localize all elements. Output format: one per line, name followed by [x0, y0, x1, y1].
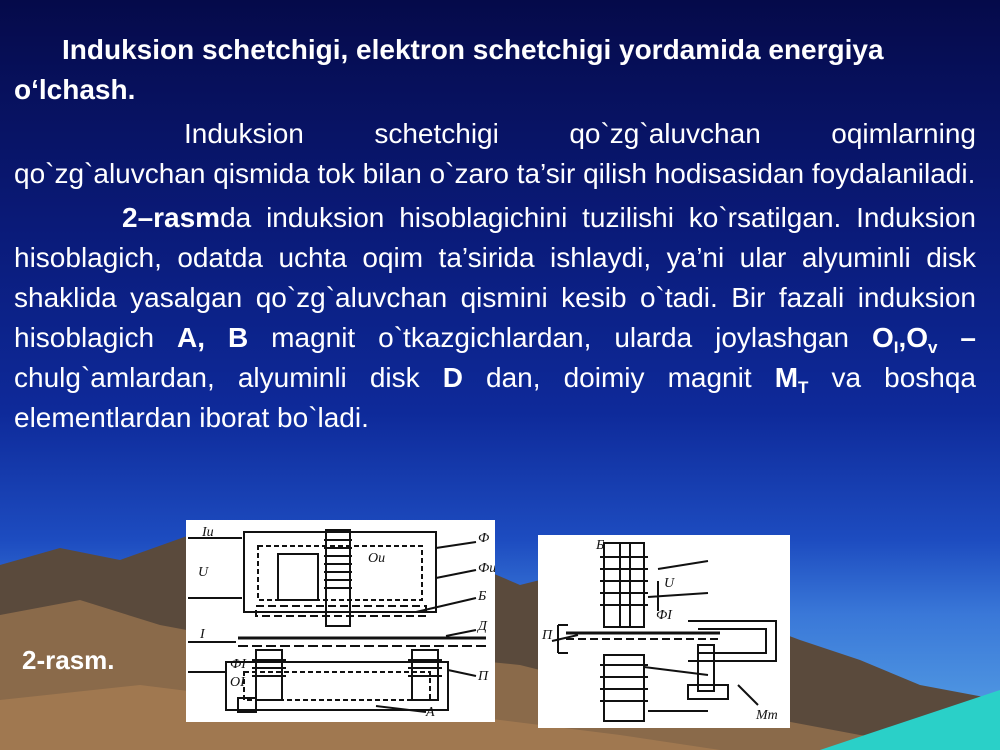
voltage-coil	[324, 540, 352, 588]
fig2-label-u: U	[664, 576, 675, 591]
fig2-label-p: П	[542, 628, 553, 643]
fig1-label-d: Д	[478, 619, 487, 634]
coil-o-i-sub: I	[893, 338, 899, 357]
fig2-label-phi-i: ФI	[656, 608, 672, 623]
paragraph-2-text-1: da induksion hisoblagichini tuzilishi ko`rsatilgan. Induksion hisoblagich, odatda uchta oqim ta’sirida ishlaydi, ya’ni ular alyuminli disk shaklida yasalgan qo`zg`aluvchan qismini kesib o`tadi. Bir fazali induksion hisoblagich	[14, 202, 976, 353]
voltage-core-side	[604, 543, 644, 627]
current-coil-side	[600, 665, 648, 701]
coil-o-v	[906, 322, 938, 357]
fig1-label-p: П	[478, 669, 489, 684]
figure-reference: 2–rasm	[122, 202, 221, 233]
permanent-magnet	[688, 621, 776, 661]
meter-side-view-diagram	[538, 535, 790, 728]
fig1-label-iu: Iu	[202, 525, 214, 540]
fig1-label-phi-u: Фu	[478, 561, 495, 576]
coil-o-i	[871, 322, 899, 357]
meter-front-view-diagram	[186, 520, 495, 722]
input-leads	[188, 538, 242, 672]
paragraph-2-text-5: va boshqa elementlardan iborat bo`ladi.	[14, 362, 977, 433]
leader-lines	[376, 542, 476, 712]
magnet-m-t	[774, 362, 809, 397]
paragraph-2-text-2: magnit o`tkazgichlardan, ularda joylashgan	[248, 322, 872, 353]
coil-dash: –	[937, 322, 977, 353]
fig2-label-m-t: Mт	[756, 708, 778, 723]
paragraph-2	[14, 198, 976, 438]
coil-separator: ,	[898, 322, 907, 353]
coil-o-v-sub: v	[928, 338, 938, 357]
text-block	[14, 30, 976, 438]
magnet-m-t-sub: T	[798, 378, 809, 397]
paragraph-1-text: Induksion schetchigi qo`zg`aluvchan oqimlarning qo`zg`aluvchan qismida tok bilan o`zaro ta’sir qilish hodisasidan foydalaniladi.	[14, 118, 976, 189]
fig2-label-b: Б	[596, 538, 605, 553]
fig1-label-u: U	[198, 565, 209, 580]
fig1-label-o-u: Ou	[368, 551, 386, 566]
magnet-m-t-main: M	[774, 362, 799, 393]
paragraph-2-text-4: dan, doimiy magnit	[462, 362, 775, 393]
fig1-label-b: Б	[478, 589, 487, 604]
coil-o-i-main: O	[871, 322, 894, 353]
fig1-label-phi: Ф	[478, 531, 490, 546]
fig1-label-a: A	[426, 705, 435, 720]
upper-window	[278, 554, 318, 600]
slide-title	[14, 30, 976, 110]
voltage-coil-side	[600, 557, 648, 605]
coil-o-v-main: O	[906, 322, 929, 353]
fig1-label-i: I	[200, 627, 205, 642]
fig1-label-phi-i: ФI	[230, 657, 246, 672]
paragraph-2-text-3: chulg`amlardan, alyuminli disk	[14, 362, 443, 393]
meter-side-view-drawing	[538, 535, 790, 728]
paragraph-1	[14, 114, 976, 194]
figure-caption: 2-rasm.	[22, 645, 115, 675]
core-slot	[620, 543, 630, 627]
fig1-label-o-i: OI	[230, 675, 245, 690]
lower-magnet	[226, 662, 448, 710]
meter-front-view-drawing	[186, 520, 495, 722]
disk-label: D	[442, 362, 463, 393]
magnet-labels: A, B	[177, 322, 249, 353]
slide-title-text: Induksion schetchigi, elektron schetchigi yordamida energiya o‘lchash.	[14, 34, 884, 105]
